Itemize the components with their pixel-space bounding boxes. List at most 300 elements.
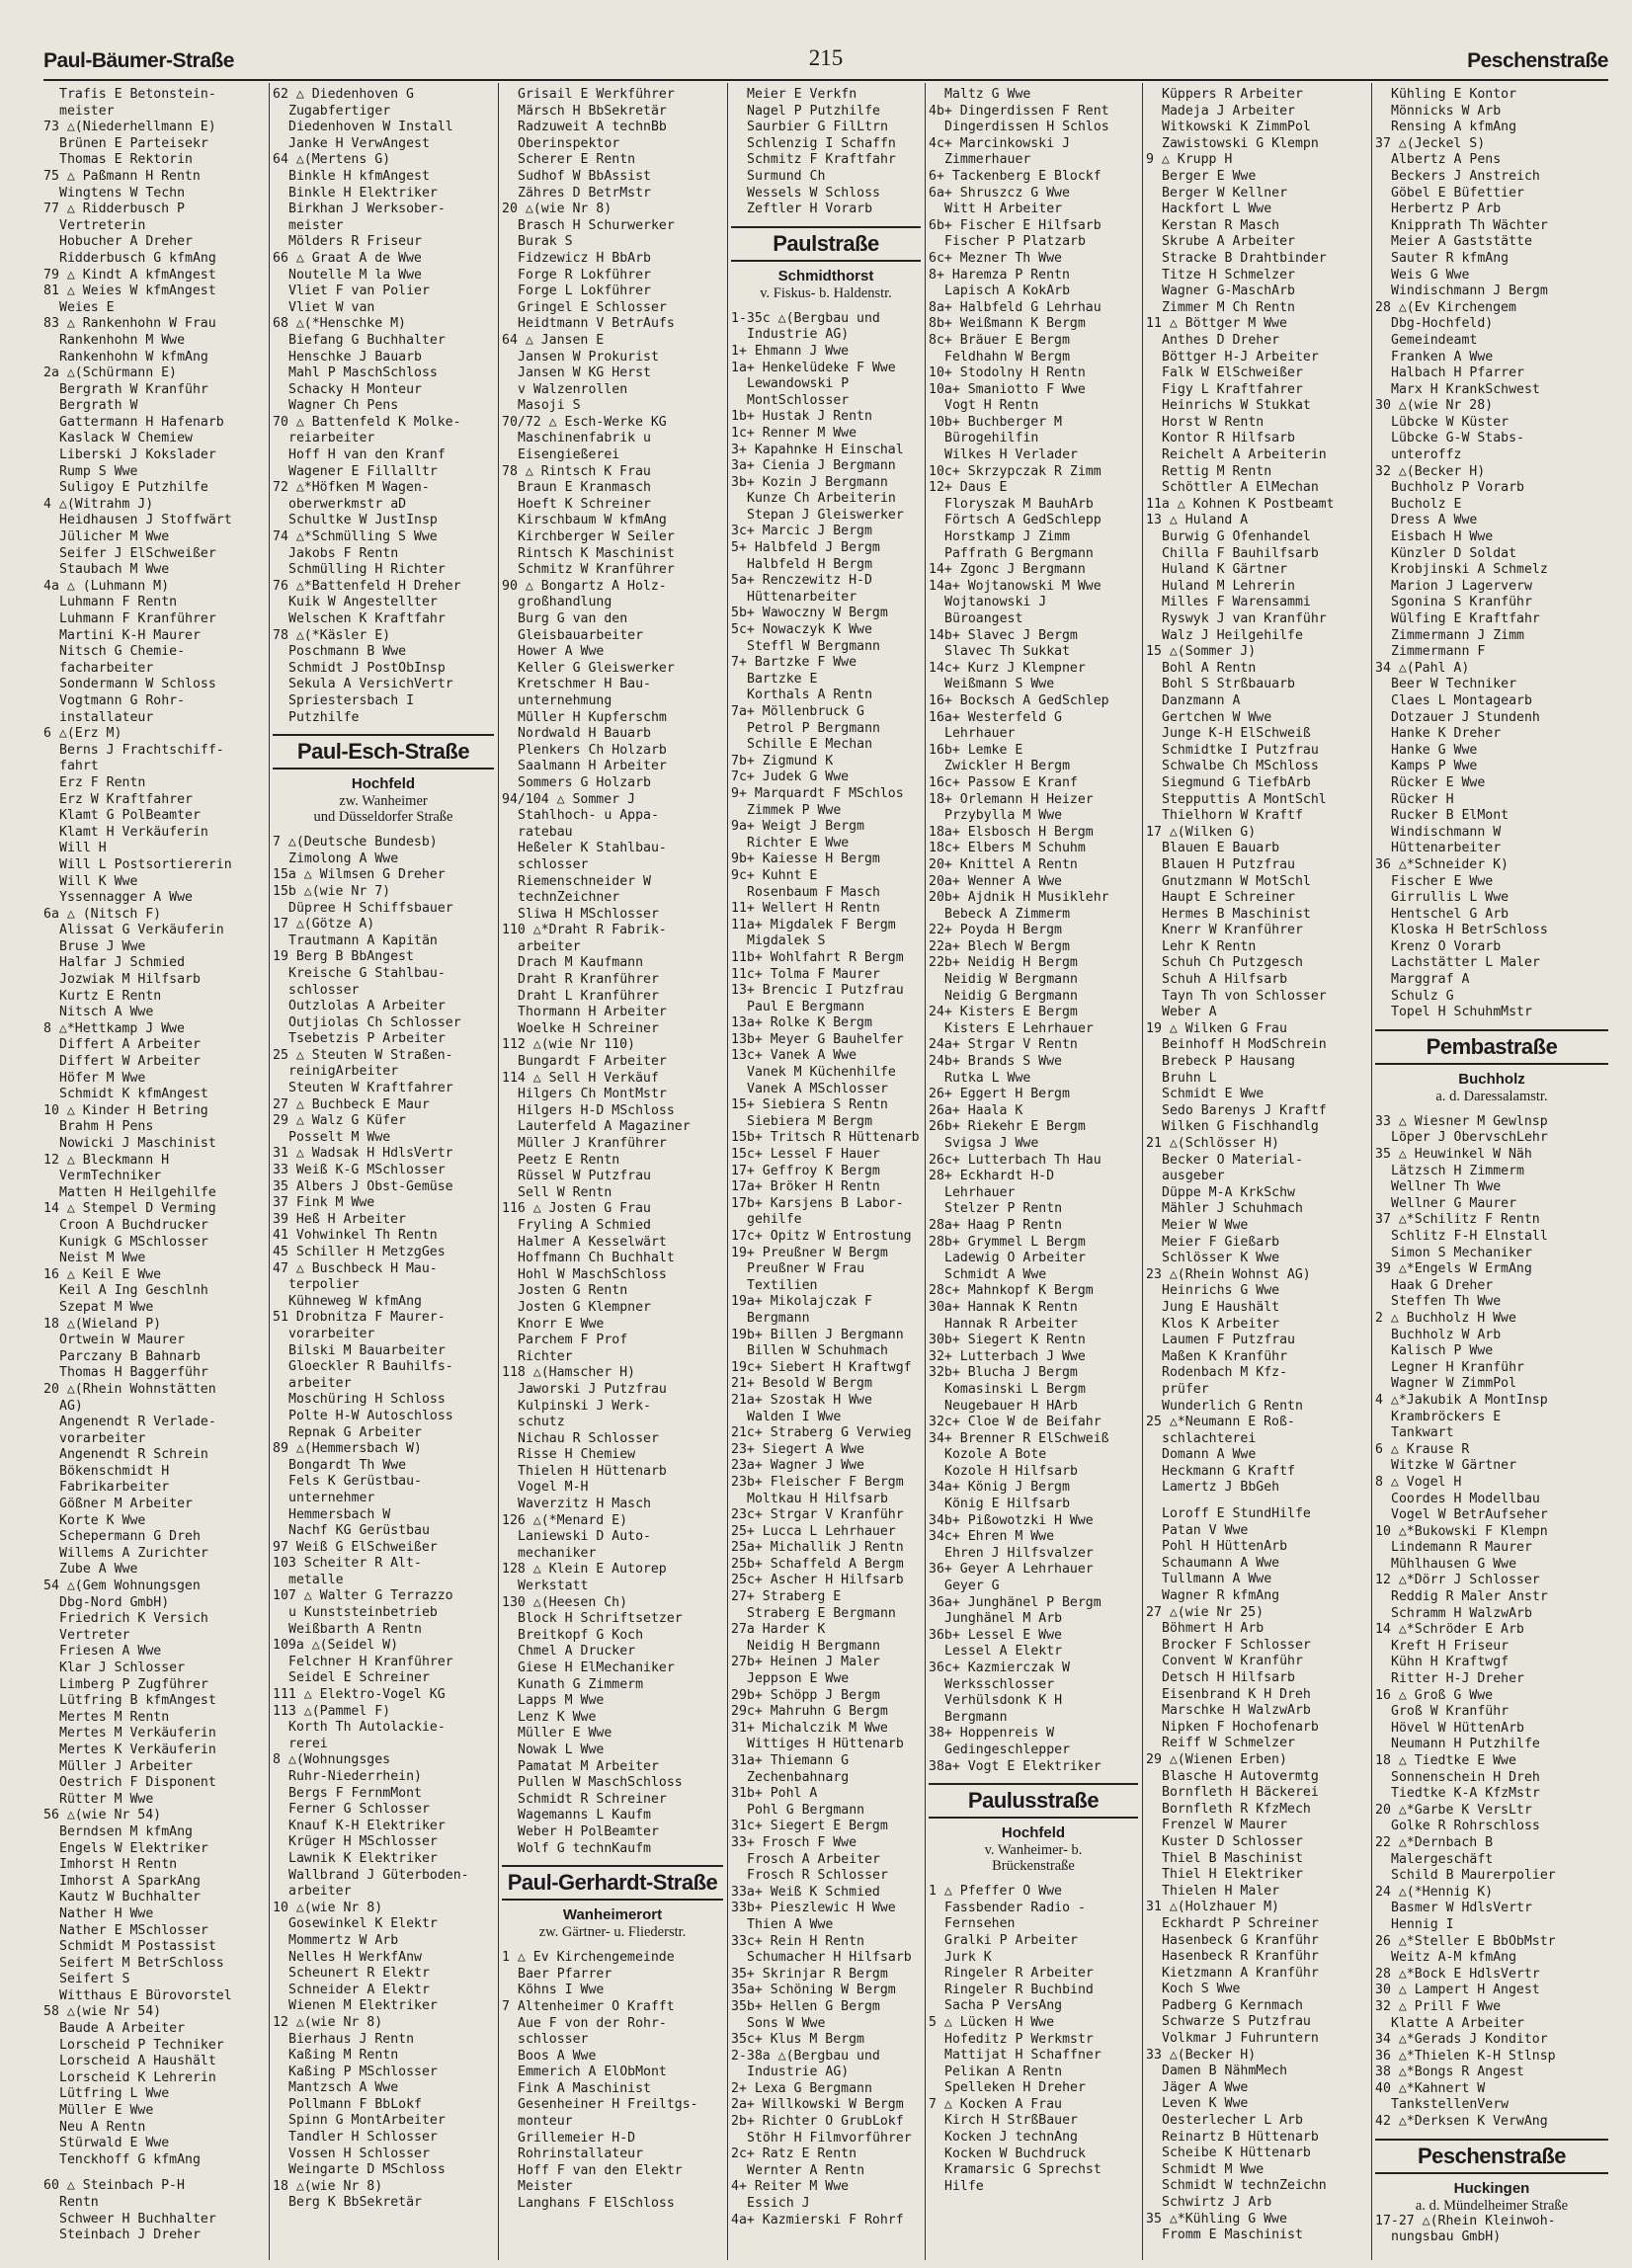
resident-entry: Lachstätter L Maler	[1391, 955, 1540, 971]
resident-entry: Wingtens W Techn	[59, 185, 186, 201]
resident-entry: Vliet F van Polier	[288, 284, 430, 299]
resident-entry: Lessel A Elektr	[944, 1644, 1063, 1660]
house-number-entry: 28 △(Ev Kirchengem	[1375, 299, 1516, 315]
resident-entry: Chmel A Drucker	[518, 1644, 636, 1660]
resident-entry: Woelke H Schreiner	[518, 1020, 659, 1036]
resident-entry: Schacky H Monteur	[288, 381, 422, 397]
house-number-entry: 32c+ Cloe W de Beifahr	[929, 1415, 1102, 1430]
resident-entry: Baude A Arbeiter	[59, 2021, 186, 2037]
resident-entry: Hilfe	[944, 2178, 984, 2194]
house-number-entry: 18+ Orlemann H Heizer	[929, 791, 1094, 807]
resident-entry: Schlösser K Wwe	[1162, 1251, 1280, 1266]
house-number-entry: 36+ Geyer A Lehrhauer	[929, 1562, 1094, 1578]
district-name: Wanheimerort	[562, 1906, 663, 1924]
column-1	[43, 87, 265, 2260]
resident-entry: Berns J Frachtschiff-	[59, 742, 224, 758]
resident-entry: Wienen M Elektriker	[288, 1998, 438, 2014]
house-number-entry: 18a+ Elsbosch H Bergm	[929, 824, 1094, 840]
resident-entry: Malergeschäft	[1391, 1851, 1494, 1867]
street-heading: Paul-Esch-Straße	[273, 734, 494, 770]
house-number-entry: 17a+ Bröker H Rentn	[731, 1179, 880, 1195]
resident-entry: Stürwald E Wwe	[59, 2136, 170, 2151]
resident-entry: Lütfring B kfmAngest	[59, 1693, 216, 1709]
house-number-entry: 33 Weiß K-G MSchlosser	[273, 1163, 446, 1178]
resident-entry: Schmidt A Wwe	[944, 1266, 1047, 1282]
house-number-entry: 7b+ Zigmund K	[731, 753, 834, 769]
house-number-entry: 34b+ Pißowotzki H Wwe	[929, 1512, 1094, 1528]
house-number-entry: 76 △*Battenfeld H Dreher	[273, 578, 461, 594]
resident-entry: Vertreter	[59, 1627, 130, 1643]
resident-entry: Höfer M Wwe	[59, 1070, 146, 1086]
resident-entry: Bohl S Strßbauarb	[1162, 677, 1295, 692]
resident-entry: Nowicki J Maschinist	[59, 1136, 216, 1151]
resident-entry: Mertes M Rentn	[59, 1709, 170, 1725]
house-number-entry: 29b+ Schöpp J Bergm	[731, 1687, 880, 1703]
resident-entry: Witt H Arbeiter	[944, 202, 1063, 217]
resident-entry: u Kunststeinbetrieb	[288, 1605, 438, 1621]
house-number-entry: 94/104 △ Sommer J	[502, 791, 635, 807]
house-number-entry: 3c+ Marcic J Bergm	[731, 524, 872, 539]
resident-entry: Bornfleth H Bäckerei	[1162, 1785, 1319, 1801]
resident-entry: Bökenschmidt H	[59, 1463, 170, 1479]
resident-entry: Eisengießerei	[518, 447, 620, 463]
house-number-entry: 29 △(Wienen Erben)	[1146, 1751, 1287, 1767]
resident-entry: TankstellenVerw	[1391, 2097, 1510, 2113]
resident-entry: Wagener E Fillalltr	[288, 463, 438, 479]
resident-entry: Will L Postsortiererin	[59, 856, 232, 872]
resident-entry: Bruse J Wwe	[59, 938, 146, 954]
house-number-entry: 45 Schiller H MetzgGes	[273, 1245, 446, 1259]
resident-entry: Plenkers Ch Holzarb	[518, 742, 667, 758]
resident-entry: Schmidtke I Putzfrau	[1162, 742, 1319, 758]
resident-entry: Pullen W MaschSchloss	[518, 1775, 683, 1791]
resident-entry: Ferner G Schlosser	[288, 1802, 430, 1818]
resident-entry: Diedenhoven W Install	[288, 120, 453, 135]
house-number-entry: 8 △(Wohnungsges	[273, 1752, 391, 1768]
house-number-entry: 3a+ Cienia J Bergmann	[731, 458, 896, 474]
resident-entry: Yssennagger A Wwe	[59, 890, 193, 906]
house-number-entry: 114 △ Sell H Verkäuf	[502, 1070, 659, 1086]
resident-entry: Schmidt E Wwe	[1162, 1087, 1265, 1102]
resident-entry: Wagemanns L Kaufm	[518, 1808, 651, 1823]
resident-entry: Dingerdissen H Schlos	[944, 120, 1109, 135]
house-number-entry: 21+ Besold W Bergm	[731, 1376, 872, 1392]
resident-entry: Böhmert H Arb	[1162, 1621, 1265, 1637]
resident-entry: Schmülling H Richter	[288, 562, 446, 578]
resident-entry: Kühneweg W kfmAng	[288, 1293, 422, 1309]
resident-entry: Klamt H Verkäuferin	[59, 824, 208, 840]
resident-entry: Dotzauer J Stundenh	[1391, 709, 1540, 725]
house-number-entry: 10c+ Skrzypczak R Zimm	[929, 463, 1102, 479]
resident-entry: Grisail E Werkführer	[518, 87, 675, 102]
resident-entry: Wojtanowski J	[944, 595, 1047, 610]
resident-entry: Knipprath Th Wächter	[1391, 217, 1548, 233]
street-range-note: v. Fiskus- b. Haldenstr.	[760, 284, 892, 301]
resident-entry: Simon S Mechaniker	[1391, 1245, 1532, 1260]
house-number-entry: 10a+ Smaniotto F Wwe	[929, 381, 1086, 397]
resident-entry: Steuten W Kraftfahrer	[288, 1081, 453, 1096]
house-number-entry: 35+ Skrinjar R Bergm	[731, 1966, 888, 1982]
house-number-entry: 1b+ Hustak J Rentn	[731, 409, 872, 425]
resident-entry: Lütfring L Wwe	[59, 2086, 170, 2102]
house-number-entry: 116 △ Josten G Frau	[502, 1201, 651, 1217]
resident-entry: unteroffz	[1391, 447, 1462, 463]
house-number-entry: 1a+ Henkelüdeke F Wwe	[731, 360, 896, 375]
resident-entry: Weies E	[59, 299, 115, 315]
resident-entry: Hilgers H-D MSchloss	[518, 1102, 675, 1118]
resident-entry: Burwig G Ofenhandel	[1162, 529, 1311, 545]
resident-entry: Hemmersbach W	[288, 1506, 391, 1522]
house-number-entry: 18 △(wie Nr 8)	[273, 2178, 383, 2194]
house-number-entry: 14b+ Slavec J Bergm	[929, 627, 1078, 643]
resident-entry: Outzlolas A Arbeiter	[288, 999, 446, 1014]
street-range-note: zw. Wanheimer	[339, 793, 428, 810]
resident-entry: Dress A Wwe	[1391, 513, 1478, 528]
resident-entry: Biefang G Buchhalter	[288, 332, 446, 348]
resident-entry: Lapps M Wwe	[518, 1693, 605, 1709]
column-divider	[1142, 83, 1143, 2260]
house-number-entry: 36c+ Kazmierczak W	[929, 1660, 1070, 1675]
house-number-entry: 1+ Ehmann J Wwe	[731, 343, 850, 359]
resident-entry: Schneider A Elektr	[288, 1982, 430, 1997]
resident-entry: unternehmung	[518, 692, 612, 708]
resident-entry: Neist M Wwe	[59, 1251, 146, 1266]
house-number-entry: 19 △ Wilken G Frau	[1146, 1020, 1287, 1036]
resident-entry: Legner H Kranführ	[1391, 1359, 1524, 1375]
resident-entry: Leven K Wwe	[1162, 2096, 1249, 2112]
street-heading: Paulusstraße	[929, 1783, 1138, 1819]
resident-entry: Kozole A Bote	[944, 1447, 1047, 1463]
resident-entry: Schramm H WalzwArb	[1391, 1605, 1532, 1621]
house-number-entry: 11a+ Migdalek F Bergm	[731, 917, 896, 932]
house-number-entry: 33b+ Pieszlewic H Wwe	[731, 1901, 896, 1916]
resident-entry: Albertz A Pens	[1391, 152, 1502, 168]
resident-entry: Nordwald H Bauarb	[518, 726, 651, 742]
house-number-entry: 27 △ Buchbeck E Maur	[273, 1096, 430, 1112]
resident-entry: Ruhr-Niederrhein)	[288, 1769, 422, 1784]
house-number-entry: 26a+ Haala K	[929, 1102, 1023, 1118]
resident-entry: Outjiolas Ch Schlosser	[288, 1014, 461, 1030]
resident-entry: Figy L Kraftfahrer	[1162, 381, 1303, 397]
resident-entry: Bucholz E	[1391, 496, 1462, 512]
resident-entry: Knorr E Wwe	[518, 1316, 605, 1332]
resident-entry: Rump S Wwe	[59, 463, 138, 479]
resident-entry: Keller G Gleiswerker	[518, 660, 675, 676]
resident-entry: Anthes D Dreher	[1162, 332, 1280, 348]
resident-entry: Lehrhauer	[944, 1184, 1016, 1200]
resident-entry: Braun E Kranmasch	[518, 480, 651, 496]
resident-entry: Brebeck P Hausang	[1162, 1054, 1295, 1070]
resident-entry: Hohl W MaschSchloss	[518, 1266, 667, 1282]
resident-entry: Marschke H WalzwArb	[1162, 1703, 1311, 1719]
house-number-entry: 22+ Poyda H Bergm	[929, 923, 1062, 938]
resident-entry: Schwirtz J Arb	[1162, 2195, 1272, 2210]
house-number-entry: 28 △*Bock E HdlsVertr	[1375, 1966, 1540, 1982]
resident-entry: Kühn H Kraftwgf	[1391, 1655, 1510, 1670]
house-number-entry: 41 Vohwinkel Th Rentn	[273, 1228, 438, 1244]
resident-entry: Luhmann F Kranführer	[59, 611, 216, 626]
resident-entry: Nitsch A Wwe	[59, 1005, 154, 1020]
resident-entry: Nipken F Hochofenarb	[1162, 1719, 1319, 1735]
resident-entry: Vossen H Schlosser	[288, 2146, 430, 2161]
resident-entry: Scheibe K Hüttenarb	[1162, 2146, 1311, 2161]
resident-entry: Seifer J ElSchweißer	[59, 545, 216, 561]
resident-entry: Bohl A Rentn	[1162, 660, 1257, 676]
resident-entry: Brocker F Schlosser	[1162, 1637, 1311, 1653]
resident-entry: Neu A Rentn	[59, 2119, 146, 2135]
resident-entry: Schulz G	[1391, 988, 1454, 1004]
resident-entry: Rosenbaum F Masch	[747, 884, 880, 900]
resident-entry: Parchem F Prof	[518, 1333, 628, 1348]
house-number-entry: 6 △ Krause R	[1375, 1441, 1470, 1457]
resident-entry: Neidig G Bergmann	[944, 988, 1078, 1004]
house-number-entry: 15c+ Lessel F Hauer	[731, 1147, 880, 1163]
resident-entry: Blauen E Bauarb	[1162, 841, 1280, 856]
resident-entry: Kozole H Hilfsarb	[944, 1463, 1078, 1479]
house-number-entry: 97 Weiß G ElSchweißer	[273, 1539, 438, 1555]
house-number-entry: 23c+ Strgar V Kranführ	[731, 1507, 904, 1523]
house-number-entry: 30 △(wie Nr 28)	[1375, 398, 1494, 414]
house-number-entry: 74 △*Schmülling S Wwe	[273, 529, 438, 545]
house-number-entry: 2b+ Richter O GrubLokf	[731, 2114, 904, 2130]
resident-entry: Oesterlecher L Arb	[1162, 2113, 1303, 2129]
resident-entry: Sudhof W BbAssist	[518, 168, 651, 184]
resident-entry: Fischer P Platzarb	[944, 234, 1086, 250]
resident-entry: Oestrich F Disponent	[59, 1775, 216, 1791]
resident-entry: Luhmann F Rentn	[59, 595, 178, 610]
resident-entry: Falk W ElSchweißer	[1162, 365, 1303, 381]
house-number-entry: 81 △ Weies W kfmAngest	[43, 284, 216, 299]
resident-entry: Mommertz W Arb	[288, 1932, 399, 1948]
resident-entry: Sliwa H MSchlosser	[518, 906, 659, 922]
resident-entry: Löper J ObervschLehr	[1391, 1130, 1548, 1146]
house-number-entry: 35a+ Schöning W Bergm	[731, 1983, 896, 1998]
resident-entry: Hackfort L Wwe	[1162, 202, 1272, 217]
resident-entry: Marx H KrankSchwest	[1391, 381, 1540, 397]
resident-entry: Rodenbach M Kfz-	[1162, 1365, 1288, 1381]
house-number-entry: 38a+ Vogt E Elektriker	[929, 1758, 1102, 1774]
resident-entry: Gralki P Arbeiter	[944, 1932, 1078, 1948]
resident-entry: Vogel W BetrAufseher	[1391, 1507, 1548, 1523]
resident-entry: Kontor R Hilfsarb	[1162, 431, 1295, 446]
resident-entry: Groß W Kranführ	[1391, 1704, 1510, 1720]
resident-entry: Lamertz J BbGeh	[1162, 1480, 1280, 1496]
house-number-entry: 17 △(Wilken G)	[1146, 824, 1257, 840]
resident-entry: Märsch H BbSekretär	[518, 103, 667, 119]
resident-entry: Limberg P Zugführer	[59, 1676, 208, 1692]
resident-entry: Lindemann R Maurer	[1391, 1540, 1532, 1556]
house-number-entry: 8+ Haremza P Rentn	[929, 267, 1070, 283]
resident-entry: metalle	[288, 1572, 344, 1587]
resident-entry: Breitkopf G Koch	[518, 1627, 644, 1643]
resident-entry: Förtsch A GedSchlepp	[944, 513, 1102, 528]
street-range-note: zw. Gärtner- u. Fliederstr.	[538, 1924, 687, 1941]
resident-entry: Birkhan J Werksober-	[288, 202, 446, 217]
resident-entry: Brasch H Schurwerker	[518, 217, 675, 233]
house-number-entry: 29c+ Mahruhn G Bergm	[731, 1704, 888, 1720]
resident-entry: Vertreterin	[59, 217, 146, 233]
resident-entry: Scherer E Rentn	[518, 152, 636, 168]
resident-entry: Eisbach H Wwe	[1391, 529, 1494, 545]
page-number: 215	[808, 45, 844, 70]
column-5	[929, 87, 1138, 2260]
resident-entry: Witthaus E Bürovorstel	[59, 1987, 232, 2003]
house-number-entry: 8a+ Halbfeld G Lehrhau	[929, 299, 1102, 315]
resident-entry: arbeiter	[288, 1375, 352, 1391]
resident-entry: Schmidt R Schreiner	[518, 1791, 667, 1807]
resident-entry: Kurtz E Rentn	[59, 988, 162, 1004]
house-number-entry: 12+ Daus E	[929, 480, 1008, 496]
resident-entry: Halfar J Schmied	[59, 955, 186, 971]
resident-entry: Kautz W Buchhalter	[59, 1890, 201, 1905]
resident-entry: Hanke K Dreher	[1391, 726, 1502, 742]
resident-entry: Kreische G Stahlbau-	[288, 965, 446, 981]
resident-entry: Brünen E Parteisekr	[59, 135, 208, 151]
resident-entry: Düpree H Schiffsbauer	[288, 900, 453, 916]
resident-entry: Will H	[59, 841, 107, 856]
resident-entry: Stelzer P Rentn	[944, 1201, 1063, 1217]
resident-entry: Bungardt F Arbeiter	[518, 1054, 667, 1070]
resident-entry: Lätzsch H Zimmerm	[1391, 1163, 1524, 1178]
spacer	[929, 1874, 1138, 1884]
resident-entry: reiarbeiter	[288, 431, 375, 446]
resident-entry: Will K Wwe	[59, 873, 138, 889]
spacer	[1146, 1497, 1367, 1506]
resident-entry: Rankenhohn M Wwe	[59, 332, 186, 348]
resident-entry: schlachterei	[1162, 1430, 1257, 1446]
house-number-entry: 7 Altenheimer O Krafft	[502, 1998, 675, 2014]
resident-entry: Industrie AG)	[747, 2065, 850, 2080]
resident-entry: Gesenheiner H Freiltgs-	[518, 2097, 698, 2113]
resident-entry: Preußner W Frau	[747, 1261, 865, 1277]
resident-entry: Jansen W Prokurist	[518, 349, 659, 364]
resident-entry: Müller J Kranführer	[518, 1136, 667, 1151]
house-number-entry: 70 △ Battenfeld K Molke-	[273, 414, 461, 430]
house-number-entry: 20 △*Garbe K VersLtr	[1375, 1802, 1532, 1818]
resident-entry: Becker O Material-	[1162, 1152, 1303, 1168]
resident-entry: Dbg-Hochfeld)	[1391, 316, 1494, 332]
resident-entry: gehilfe	[747, 1212, 802, 1228]
resident-entry: Maltz G Wwe	[944, 87, 1031, 102]
street-heading: Paul-Gerhardt-Straße	[502, 1865, 723, 1901]
resident-entry: Binkle H Elektriker	[288, 185, 438, 201]
house-number-entry: 56 △(wie Nr 54)	[43, 1808, 162, 1823]
resident-entry: Chilla F Bauhilfsarb	[1162, 545, 1319, 561]
resident-entry: meister	[288, 217, 344, 233]
resident-entry: Weißmann S Wwe	[944, 677, 1055, 692]
resident-entry: MontSchlosser	[747, 392, 850, 408]
resident-entry: Burak S	[518, 234, 573, 250]
resident-entry: Imhorst H Rentn	[59, 1857, 178, 1873]
resident-entry: Beckers J Anstreich	[1391, 168, 1540, 184]
resident-entry: Titze H Schmelzer	[1162, 267, 1295, 283]
resident-entry: Blauen H Putzfrau	[1162, 856, 1295, 872]
resident-entry: Hasenbeck R Kranführ	[1162, 1949, 1319, 1965]
house-number-entry: 47 △ Buschbeck H Mau-	[273, 1260, 438, 1276]
resident-entry: Ritter H-J Dreher	[1391, 1671, 1524, 1687]
resident-entry: Burg G van den	[518, 611, 628, 626]
resident-entry: Nitsch G Chemie-	[59, 644, 186, 660]
resident-entry: Lawnik K Elektriker	[288, 1850, 438, 1866]
house-number-entry: 35 △*Kühling G Wwe	[1146, 2211, 1287, 2227]
resident-entry: Sonnenschein H Dreh	[1391, 1769, 1540, 1785]
resident-entry: Frosch R Schlosser	[747, 1868, 888, 1884]
resident-entry: schlosser	[518, 856, 589, 872]
resident-entry: Korth Th Autolackie-	[288, 1720, 446, 1736]
resident-entry: Gleisbauarbeiter	[518, 627, 644, 643]
resident-entry: Martini K-H Maurer	[59, 627, 201, 643]
resident-entry: Bornfleth R KfzMech	[1162, 1801, 1311, 1817]
house-number-entry: 21c+ Straberg G Verwieg	[731, 1425, 912, 1441]
resident-entry: arbeiter	[518, 938, 581, 954]
resident-entry: Riemenschneider W	[518, 873, 651, 889]
resident-entry: Heinrichs G Wwe	[1162, 1283, 1280, 1299]
house-number-entry: 15+ Siebiera S Rentn	[731, 1097, 888, 1113]
resident-entry: Koch S Wwe	[1162, 1982, 1241, 1997]
resident-entry: Gosewinkel K Elektr	[288, 1916, 438, 1932]
house-number-entry: 22a+ Blech W Bergm	[929, 938, 1070, 954]
house-number-entry: 66 △ Graat A de Wwe	[273, 250, 422, 266]
resident-entry: Krambröckers E	[1391, 1409, 1502, 1424]
house-number-entry: 30 △ Lampert H Angest	[1375, 1983, 1540, 1998]
house-number-entry: 103 Scheiter R Alt-	[273, 1556, 422, 1572]
resident-entry: Coordes H Modellbau	[1391, 1491, 1540, 1506]
resident-entry: Frenzel W Maurer	[1162, 1818, 1288, 1833]
house-number-entry: 130 △(Heesen Ch)	[502, 1594, 628, 1610]
resident-entry: unternehmer	[288, 1490, 375, 1505]
resident-entry: Hoff H van den Kranf	[288, 447, 446, 463]
house-number-entry: 6+ Tackenberg E Blockf	[929, 168, 1102, 184]
resident-entry: Bebeck A Zimmerm	[944, 906, 1071, 922]
resident-entry: Damen B NähmMech	[1162, 2064, 1288, 2079]
resident-entry: Suligoy E Putzhilfe	[59, 480, 208, 496]
resident-entry: Staubach M Wwe	[59, 562, 170, 578]
resident-entry: Noutelle M la Wwe	[288, 267, 422, 283]
resident-entry: Tullmann A Wwe	[1162, 1572, 1272, 1587]
resident-entry: Trafis E Betonstein-	[59, 87, 216, 102]
house-number-entry: 35 Albers J Obst-Gemüse	[273, 1178, 453, 1194]
resident-entry: Bergrath W	[59, 398, 138, 414]
resident-entry: Vogt H Rentn	[944, 398, 1039, 414]
street-range-note: v. Wanheimer- b.	[984, 1842, 1083, 1859]
resident-entry: Lübcke W Küster	[1391, 414, 1510, 430]
resident-entry: Horstkamp J Zimm	[944, 529, 1071, 545]
resident-entry: Mertes M Verkäuferin	[59, 1726, 216, 1742]
house-number-entry: 15 △(Sommer J)	[1146, 644, 1257, 660]
resident-entry: Essich J	[747, 2196, 810, 2212]
resident-entry: Weingarte D MSchloss	[288, 2162, 446, 2178]
resident-entry: Felchner H Kranführer	[288, 1654, 453, 1669]
resident-entry: Mönnicks W Arb	[1391, 103, 1502, 119]
resident-entry: Patan V Wwe	[1162, 1522, 1249, 1538]
resident-entry: Parczany B Bahnarb	[59, 1348, 201, 1364]
resident-entry: Heckmann G Kraftf	[1162, 1463, 1295, 1479]
resident-entry: Witkowski K ZimmPol	[1162, 120, 1311, 135]
house-number-entry: 30a+ Hannak K Rentn	[929, 1299, 1078, 1315]
house-number-entry: 9 △ Krupp H	[1146, 152, 1233, 168]
house-number-entry: 25c+ Ascher H Hilfsarb	[731, 1573, 904, 1588]
resident-entry: monteur	[518, 2114, 573, 2130]
house-number-entry: 34+ Brenner R ElSchweiß	[929, 1430, 1109, 1446]
resident-entry: Sgonina S Kranführ	[1391, 595, 1532, 610]
house-number-entry: 24a+ Strgar V Rentn	[929, 1037, 1078, 1053]
resident-entry: Nather H Wwe	[59, 1905, 154, 1921]
resident-entry: Seidel E Schreiner	[288, 1670, 430, 1686]
resident-entry: Baer Pfarrer	[518, 1966, 612, 1982]
house-number-entry: 31 △ Wadsak H HdlsVertr	[273, 1146, 453, 1162]
house-number-entry: 58 △(wie Nr 54)	[43, 2004, 162, 2020]
resident-entry: Wagner G-MaschArb	[1162, 284, 1295, 299]
